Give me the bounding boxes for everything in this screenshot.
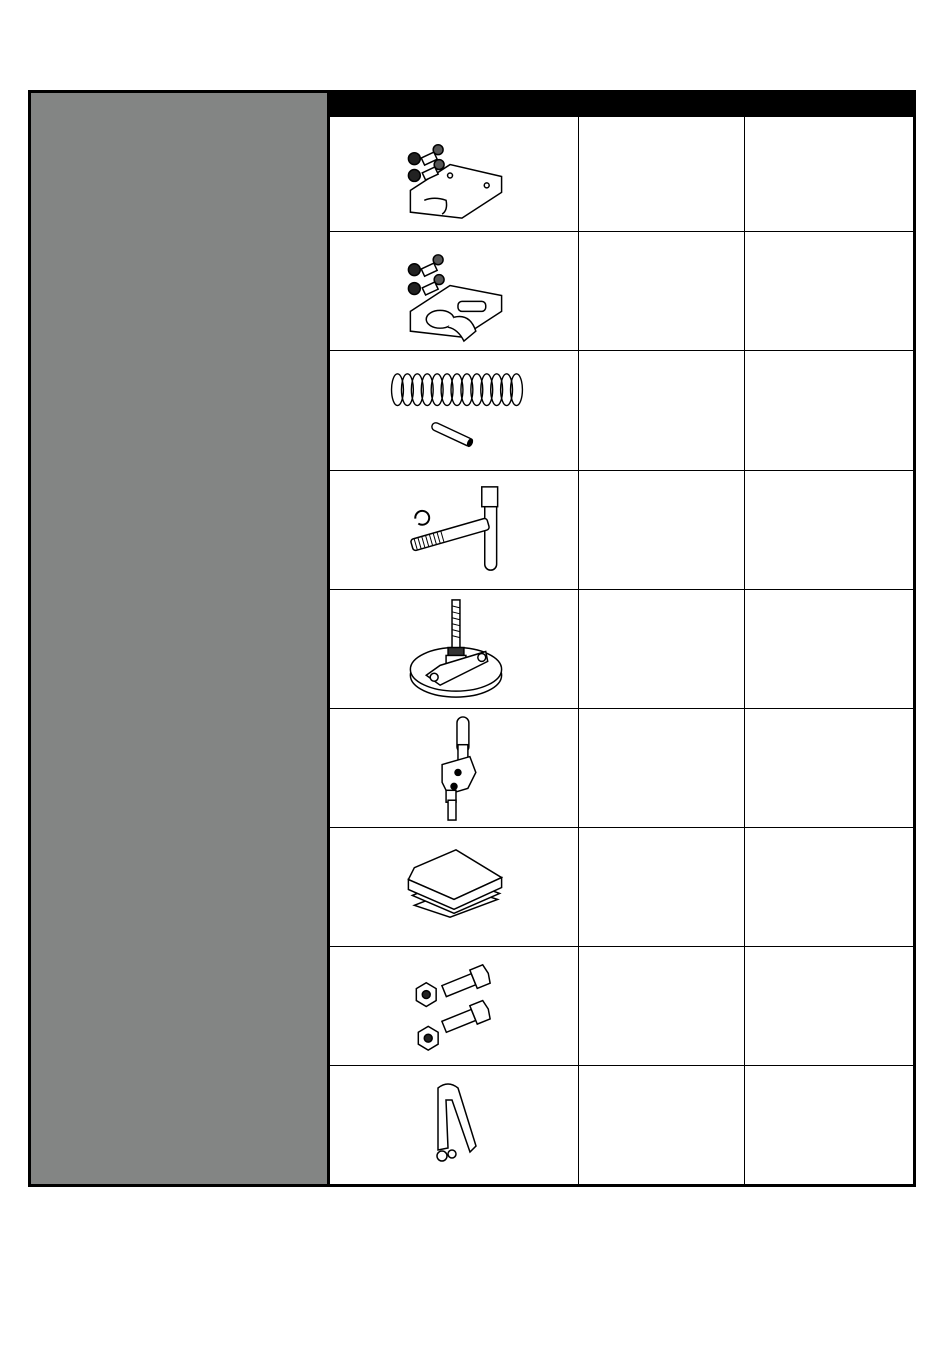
col-b-text — [745, 351, 913, 363]
part-image-cell — [330, 709, 579, 827]
col-a-text — [579, 117, 744, 129]
part-image-cell — [330, 1066, 579, 1184]
part-image-cell — [330, 351, 579, 470]
col-a-cell — [579, 232, 745, 350]
table-row — [330, 351, 913, 471]
table-row — [330, 117, 913, 232]
col-a-cell — [579, 351, 745, 470]
col-b-cell — [745, 117, 913, 231]
table-row — [330, 1066, 913, 1184]
table-row — [330, 232, 913, 351]
col-a-text — [579, 1066, 744, 1078]
col-b-text — [745, 709, 913, 721]
col-b-text — [745, 471, 913, 483]
col-b-text — [745, 590, 913, 602]
col-a-text — [579, 709, 744, 721]
parts-sheet — [28, 90, 916, 1187]
part-image-cell — [330, 828, 579, 946]
col-a-text — [579, 232, 744, 244]
col-a-text — [579, 828, 744, 840]
col-b-text — [745, 1066, 913, 1078]
col-b-cell — [745, 1066, 913, 1184]
col-a-cell — [579, 947, 745, 1065]
col-a-text — [579, 947, 744, 959]
table-row — [330, 590, 913, 709]
col-b-cell — [745, 590, 913, 708]
col-a-text — [579, 590, 744, 602]
leveling-foot-icon — [330, 590, 579, 708]
col-a-cell — [579, 117, 745, 231]
table-row — [330, 709, 913, 828]
part-image-cell — [330, 590, 579, 708]
col-b-text — [745, 947, 913, 959]
toggle-clamp-icon — [330, 709, 579, 827]
threaded-lever-with-e-clip-icon — [330, 471, 579, 589]
hex-bolts-and-nuts-icon — [330, 947, 579, 1065]
col-b-cell — [745, 947, 913, 1065]
col-b-cell — [745, 351, 913, 470]
col-a-cell — [579, 1066, 745, 1184]
part-image-cell — [330, 947, 579, 1065]
parts-table — [330, 93, 913, 1184]
col-a-cell — [579, 709, 745, 827]
col-b-text — [745, 232, 913, 244]
col-b-cell — [745, 232, 913, 350]
col-b-text — [745, 828, 913, 840]
col-b-cell — [745, 828, 913, 946]
bracket-plate-with-bolts-icon — [330, 117, 579, 231]
col-a-text — [579, 351, 744, 363]
table-row — [330, 471, 913, 590]
table-header — [330, 93, 913, 117]
col-b-cell — [745, 471, 913, 589]
col-a-cell — [579, 828, 745, 946]
col-b-text — [745, 117, 913, 129]
side-panel — [31, 93, 330, 1184]
table-row — [330, 947, 913, 1066]
part-image-cell — [330, 117, 579, 231]
col-a-cell — [579, 590, 745, 708]
col-b-cell — [745, 709, 913, 827]
col-a-cell — [579, 471, 745, 589]
hinge-bracket-with-bolts-icon — [330, 232, 579, 350]
col-a-text — [579, 471, 744, 483]
part-image-cell — [330, 471, 579, 589]
cam-lever-icon — [330, 1066, 579, 1184]
table-row — [330, 828, 913, 947]
square-end-cap-icon — [330, 828, 579, 946]
part-image-cell — [330, 232, 579, 350]
spring-and-pin-icon — [330, 351, 579, 470]
